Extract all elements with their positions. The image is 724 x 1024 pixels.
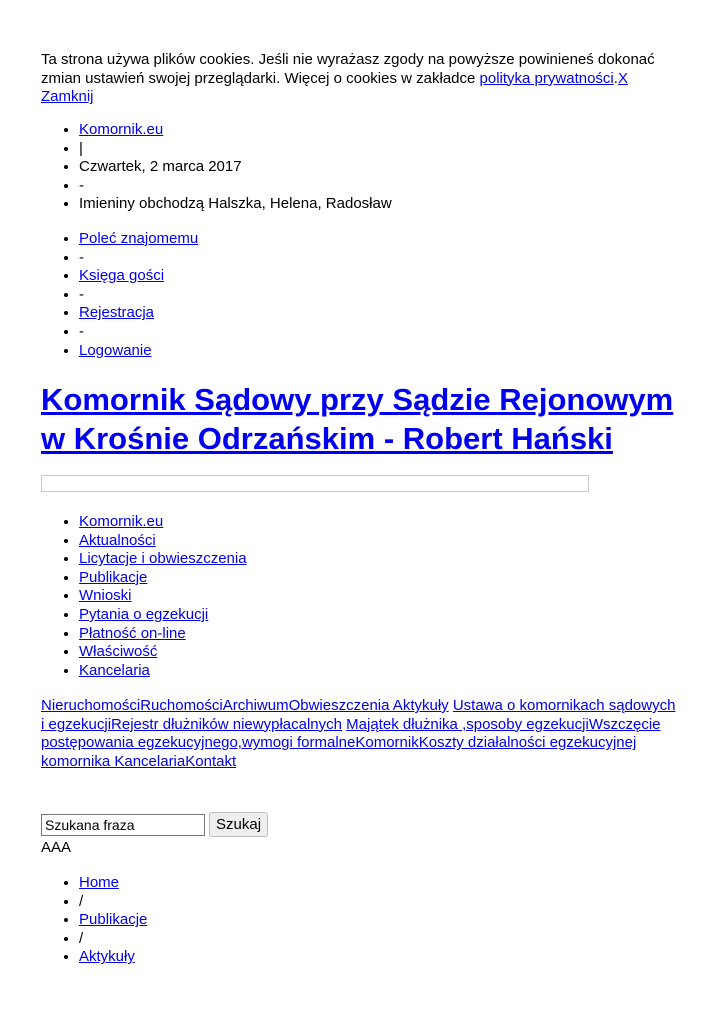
- cookie-notice: [41, 51, 681, 107]
- login-link[interactable]: Logowanie: [79, 341, 152, 359]
- user-menu-separator: -: [79, 322, 84, 340]
- user-menu-separator: -: [79, 285, 84, 303]
- subnav-archive[interactable]: Archiwum: [222, 697, 289, 714]
- user-menu-item: [79, 249, 198, 268]
- nav-komornik-eu[interactable]: Komornik.eu: [79, 513, 164, 530]
- register-link[interactable]: Rejestracja: [79, 304, 155, 322]
- main-nav-item[interactable]: [79, 587, 247, 606]
- top-info-separator: |: [79, 139, 83, 157]
- user-menu-item: [79, 323, 198, 342]
- privacy-policy-link[interactable]: polityka prywatności: [479, 69, 614, 87]
- nav-news[interactable]: Aktualności: [79, 531, 156, 549]
- user-menu-item: [79, 286, 198, 305]
- breadcrumb-item: [79, 930, 147, 949]
- breadcrumb-item[interactable]: [79, 911, 147, 930]
- breadcrumb-articles[interactable]: Aktykuły: [79, 948, 135, 966]
- nav-jurisdiction[interactable]: Właściwość: [79, 643, 158, 661]
- breadcrumb: [41, 874, 147, 967]
- current-date: Czwartek, 2 marca 2017: [79, 158, 242, 176]
- subnav-bailiff[interactable]: Komornik: [355, 734, 419, 752]
- main-nav-item[interactable]: [79, 513, 247, 532]
- cookie-text: Ta strona używa plików cookies. Jeśli nie wyrażasz zgody na powyższe powinieneś dokonać zmian ustawień swojej przeglądarki. Więcej o cookies w zakładce: [41, 51, 655, 87]
- main-nav-item[interactable]: [79, 662, 247, 681]
- guestbook-link[interactable]: Księga gości: [79, 267, 165, 285]
- cookie-close-link[interactable]: X Zamknij: [41, 69, 628, 106]
- breadcrumb-item: [79, 893, 147, 912]
- user-menu-item[interactable]: [79, 304, 198, 323]
- top-info-separator: -: [79, 176, 84, 194]
- main-nav-item[interactable]: [79, 550, 247, 569]
- breadcrumb-separator: /: [79, 892, 84, 910]
- main-nav-item[interactable]: [79, 606, 247, 625]
- subnav-contact[interactable]: Kontakt: [185, 752, 237, 770]
- top-info-item[interactable]: [79, 121, 392, 140]
- nav-auctions[interactable]: Licytacje i obwieszczenia: [79, 550, 247, 568]
- subnav-movables[interactable]: Ruchomości: [140, 697, 223, 714]
- search-input[interactable]: [41, 814, 205, 836]
- main-nav-item[interactable]: [79, 625, 247, 644]
- nav-applications[interactable]: Wnioski: [79, 587, 132, 605]
- user-menu-item[interactable]: [79, 342, 198, 361]
- nav-publications[interactable]: Publikacje: [79, 568, 148, 586]
- subnav-notices-articles[interactable]: Obwieszczenia Aktykuły: [288, 697, 449, 714]
- search-form: [41, 812, 268, 837]
- main-nav-item[interactable]: [79, 643, 247, 662]
- subnav-insolvent-register[interactable]: Rejestr dłużników niewypłacalnych: [111, 715, 342, 733]
- top-info-item: [79, 177, 392, 196]
- top-info-item: [79, 195, 392, 214]
- user-menu: [41, 230, 198, 360]
- top-info-bar: [41, 121, 392, 214]
- main-nav-item[interactable]: [79, 532, 247, 551]
- site-title-link[interactable]: Komornik Sądowy przy Sądzie Rejonowym w Krośnie Odrzańskim - Robert Hański: [41, 382, 674, 456]
- subnav-bailiff-act[interactable]: Ustawa o komornikach sądowych i egzekucji: [41, 697, 676, 733]
- breadcrumb-publications[interactable]: Publikacje: [79, 911, 148, 929]
- main-nav-item[interactable]: [79, 569, 247, 588]
- banner-placeholder: [41, 475, 589, 492]
- subnav-initiation[interactable]: Wszczęcie postępowania egzekucyjnego,wymogi formalne: [41, 715, 661, 752]
- user-menu-separator: -: [79, 248, 84, 266]
- main-navigation: [41, 513, 247, 680]
- subnav-debtor-assets[interactable]: Majątek dłużnika ,sposoby egzekucji: [346, 715, 589, 733]
- recommend-link[interactable]: Poleć znajomemu: [79, 230, 199, 247]
- breadcrumb-item[interactable]: [79, 874, 147, 893]
- subnav-real-estate[interactable]: Nieruchomości: [41, 697, 141, 714]
- user-menu-item[interactable]: [79, 267, 198, 286]
- site-title[interactable]: [41, 380, 681, 458]
- cookie-separator: .: [613, 69, 618, 87]
- top-info-item: [79, 158, 392, 177]
- subnav-costs-office[interactable]: Koszty działalności egzekucyjnej komornika Kancelaria: [41, 734, 637, 770]
- font-size-switcher[interactable]: AAA: [41, 839, 72, 856]
- top-info-item: [79, 140, 392, 159]
- nav-online-payment[interactable]: Płatność on-line: [79, 624, 186, 642]
- top-home-link[interactable]: Komornik.eu: [79, 121, 164, 138]
- breadcrumb-item[interactable]: [79, 948, 147, 967]
- nav-questions[interactable]: Pytania o egzekucji: [79, 605, 209, 623]
- nav-office[interactable]: Kancelaria: [79, 661, 150, 679]
- name-days: Imieniny obchodzą Halszka, Helena, Radosław: [79, 195, 392, 213]
- sub-navigation: [41, 697, 681, 771]
- breadcrumb-home[interactable]: Home: [79, 874, 120, 891]
- user-menu-item[interactable]: [79, 230, 198, 249]
- search-button[interactable]: Szukaj: [209, 812, 268, 837]
- breadcrumb-separator: /: [79, 929, 84, 947]
